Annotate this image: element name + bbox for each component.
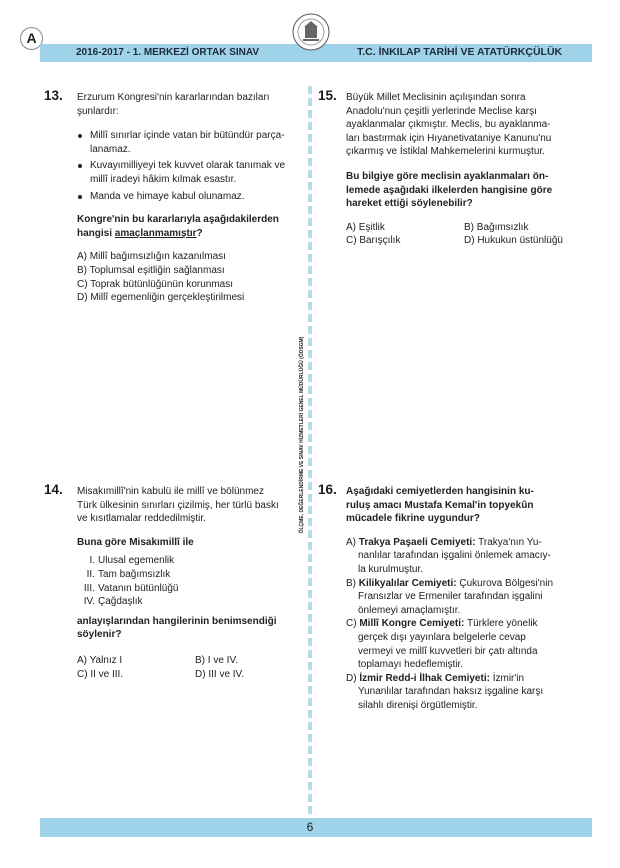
- option-d: D) Millî egemenliğin gerçekleştirilmesi: [77, 292, 245, 304]
- option-d: D) III ve IV.: [195, 668, 245, 680]
- option-c: C) Millî Kongre Cemiyeti: Türklere yönelik gerçek dışı yayınlara belgelerle cevap vermeyi ve millî kuvvetleri bir çatı altında toplamayı hedeflemiştir.: [346, 618, 538, 671]
- roman-item: IV. Çağdaşlık: [83, 596, 143, 608]
- option-b: B) Bağımsızlık: [464, 221, 529, 233]
- side-institution-text: ÖLÇME, DEĞERLENDİRME VE SINAV HİZMETLERİ GENEL MÜDÜRLÜĞÜ (ÖDSGM): [299, 336, 305, 534]
- question-16: Aşağıdaki cemiyetlerden hangisinin ku- ruluş amacı Mustafa Kemal'in topyekûn mücadele fikrine uygundur? A) Trakya Paşaeli Cemiyeti: Trakya'nın Yu- nanlılar tarafından işgalini önlemek amacıy- la kurulmuştur. B) Kilikyalılar Cemiyeti: Çukurova Bölgesi'nin Fransızlar ve Ermeniler tarafından işgalini önlemeyi amaçlamıştır. C) Millî Kongre Cemiyeti: Türklere yönelik gerçek dışı yayınlara belgelerle cevap vermeyi ve millî kuvvetleri bir çatı altında toplamayı hedeflemiştir. D) İzmir Redd-i İlhak Cemiyeti: İzmir'in Yunanlılar tarafından haksız işgaline karşı silahlı direnişi örgütlemiştir.: [346, 485, 586, 713]
- roman-item: I. Ulusal egemenlik: [89, 555, 175, 567]
- question-number: 15.: [318, 88, 337, 103]
- option-c: C) II ve III.: [77, 668, 124, 680]
- question-15: Büyük Millet Meclisinin açılışından sonra Anadolu'nun çeşitli yerlerinde Meclise karşı ayaklanmalar çıkmıştır. Meclis, bu ayaklanma- ları bastırmak için Hıyanetivataniye Kanunu'nu çıkarmış ve İstiklal Mahkemelerini kurmuştur. Bu bilgiye göre meclisin ayaklanmaları ön- lemede aşağıdaki ilkelerden hangisine göre hareket ettiği söylenebilir? A) Eşitlik B) Bağımsızlık C) Barışçılık D) Hukukun üstünlüğü: [346, 92, 563, 247]
- question-13: Erzurum Kongresi'nin kararlarından bazıları şunlardır: Millî sınırlar içinde vatan bir bütündür parça- lanamaz. Kuvayımilliyeyi tek kuvvet olarak tanımak ve millî iradeyi hâkim kılmak esastır. Manda ve himaye kabul olunamaz. Kongre'nin bu kararlarıyla aşağıdakilerden hangisi amaçlanmamıştır? A) Millî bağımsızlığın kazanılması B) Toplumsal eşitliğin sağlanması C) Toprak bütünlüğünün korunması D) Millî egemenliğin gerçekleştirilmesi: [77, 91, 305, 305]
- list-item: Kuvayımilliyeyi tek kuvvet olarak tanımak ve millî iradeyi hâkim kılmak esastır.: [77, 159, 305, 186]
- list-item: Manda ve himaye kabul olunamaz.: [77, 190, 305, 204]
- option-b: B) I ve IV.: [195, 654, 238, 666]
- option-a: A) Eşitlik: [346, 221, 385, 233]
- option-b: B) Toplumsal eşitliğin sağlanması: [77, 264, 225, 276]
- option-c: C) Barışçılık: [346, 235, 401, 247]
- ministry-logo: [291, 12, 331, 52]
- question-number: 16.: [318, 482, 337, 497]
- option-a: A) Yalnız I: [77, 654, 123, 666]
- option-a: A) Millî bağımsızlığın kazanılması: [77, 251, 226, 263]
- page-number: 6: [306, 820, 314, 834]
- option-d: D) Hukukun üstünlüğü: [464, 235, 563, 247]
- question-14: Misakımillî'nin kabulü ile millî ve bölünmez Türk ülkesinin sınırları çizilmiş, her türlü baskı ve kısıtlamalar reddedilmiştir. Buna göre Misakımillî ile I. Ulusal egemenlik II. Tam bağımsızlık III. Vatanın bütünlüğü IV. Çağdaşlık anlayışlarından hangilerinin benimsendiği söylenir? A) Yalnız I B) I ve IV. C) II ve III. D) III ve IV.: [77, 485, 305, 681]
- exam-title: 2016-2017 - 1. MERKEZİ ORTAK SINAV: [76, 47, 260, 58]
- option-c: C) Toprak bütünlüğünün korunması: [77, 278, 234, 290]
- subject-title: T.C. İNKILAP TARİHİ VE ATATÜRKÇÜLÜK: [357, 46, 563, 58]
- roman-item: II. Tam bağımsızlık: [86, 568, 171, 580]
- question-number: 13.: [44, 88, 63, 103]
- list-item: Millî sınırlar içinde vatan bir bütündür parça- lanamaz.: [77, 129, 305, 156]
- option-a: A) Trakya Paşaeli Cemiyeti: Trakya'nın Yu- nanlılar tarafından işgalini önlemek amacıy- la kurulmuştur.: [346, 536, 551, 575]
- roman-item: III. Vatanın bütünlüğü: [83, 582, 179, 594]
- question-number: 14.: [44, 482, 63, 497]
- option-b: B) Kilikyalılar Cemiyeti: Çukurova Bölgesi'nin Fransızlar ve Ermeniler tarafından işgalini önlemeyi amaçlamıştır.: [346, 577, 554, 616]
- option-d: D) İzmir Redd-i İlhak Cemiyeti: İzmir'in Yunanlılar tarafından haksız işgaline karşı silahlı direnişi örgütlemiştir.: [346, 672, 544, 711]
- booklet-badge: A: [20, 27, 43, 50]
